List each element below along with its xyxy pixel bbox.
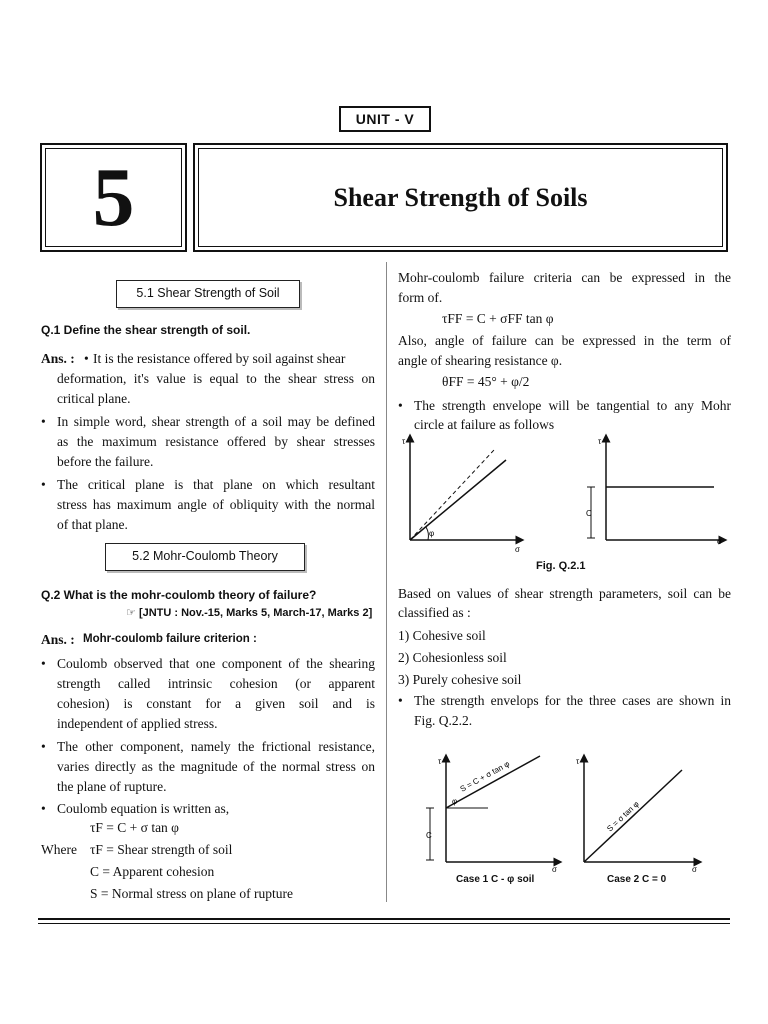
ans-label-2: Ans. : (41, 632, 75, 647)
question-2: Q.2 What is the mohr-coulomb theory of failure? (41, 588, 317, 602)
question-2-reference (126, 606, 372, 619)
figure-caption-q-2-1: Fig. Q.2.1 (536, 560, 586, 572)
q1-b3-l3: of that plane. (57, 517, 128, 532)
where-label: Where (41, 842, 77, 857)
r-p1-l1: Mohr-coulomb failure criteria can be expressed in the (398, 270, 731, 285)
reference-text: [JNTU : Nov.-15, Marks 5, March-17, Marks 2] (138, 607, 373, 619)
q2-b1-l4: independent of applied stress. (57, 716, 218, 731)
phi-label-1: φ (429, 529, 435, 538)
q2-b2-l2: varies directly as the magnitude of the normal stress on (57, 759, 375, 774)
section-heading-5-1: 5.1 Shear Strength of Soil (116, 280, 300, 308)
case1-phi: φ (452, 797, 458, 806)
case1-envelope (446, 756, 540, 808)
q2-b1-l1: • Coulomb observed that one component of the shearing (57, 654, 375, 674)
question-1: Q.1 Define the shear strength of soil. (41, 323, 251, 337)
case1-caption: Case 1 C - φ soil (456, 874, 535, 885)
where-1: τF = Shear strength of soil (90, 842, 233, 857)
r-p2-l1: Also, angle of failure can be expressed in the term of (398, 333, 731, 348)
chapter-title-box (193, 143, 728, 252)
envelope-dashed-1 (410, 450, 494, 540)
q1-b3-l2: stress has maximum angle of obliquity with the normal (57, 497, 375, 512)
r-p1-l2: form of. (398, 290, 443, 305)
figure-q-2-1 (398, 430, 733, 555)
answer-2-label (41, 630, 75, 650)
case2-sigma-label: σ (692, 865, 697, 872)
cohesion-label-2: C (586, 509, 592, 518)
ans-label: Ans. : (41, 351, 75, 366)
q2-b3: • Coulomb equation is written as, (57, 799, 229, 819)
footer-rule-thin (38, 923, 730, 924)
q1-b2-l1: • In simple word, shear strength of a soil may be defined (57, 412, 375, 432)
sigma-label-2: σ (717, 537, 722, 546)
column-divider (386, 262, 387, 902)
q2-b2-l1: • The other component, namely the frictional resistance, (57, 737, 375, 757)
r-p2-l2: angle of shearing resistance φ. (398, 353, 563, 368)
case2-line-label: S = σ tan φ (605, 799, 641, 834)
envelope-line-1 (410, 460, 506, 540)
equation-2: τFF = C + σFF tan φ (442, 311, 554, 326)
q1-b3-l1: • The critical plane is that plane on which resultant (57, 475, 375, 495)
r-p3-l1: Based on values of shear strength parameters, soil can be (398, 586, 731, 601)
case1-line-label: S = C + σ tan φ (458, 759, 512, 794)
case1-tau-label: τ (438, 757, 442, 766)
answer-1-label (41, 349, 75, 369)
case2-caption: Case 2 C = 0 (607, 874, 667, 885)
case2-envelope (584, 770, 682, 862)
chapter-number-box (40, 143, 187, 252)
q2-b1-l2: strength called intrinsic cohesion (or apparent (57, 676, 375, 691)
sigma-label-1: σ (515, 545, 520, 554)
r-b2-l1: • The strength envelops for the three cases are shown in (414, 691, 731, 711)
equation-3: θFF = 45° + φ/2 (442, 374, 530, 389)
unit-label: UNIT - V (339, 106, 431, 132)
chapter-title: Shear Strength of Soils (333, 183, 588, 212)
r-p3-l2: classified as : (398, 605, 471, 620)
q1-b1-l3: critical plane. (57, 391, 131, 406)
q1-b1-l1: It is the resistance offered by soil against shear (93, 351, 346, 366)
chapter-number: 5 (92, 151, 135, 244)
answer-2-subtitle: Mohr-coulomb failure criterion : (83, 633, 257, 645)
q1-b2-l3: before the failure. (57, 454, 154, 469)
section-heading-5-2: 5.2 Mohr-Coulomb Theory (105, 543, 305, 571)
footer-rule (38, 918, 730, 920)
q2-b1-l3: cohesion) is constant for a given soil and is (57, 696, 375, 711)
case2-tau-label: τ (576, 757, 580, 766)
tau-label-1: τ (402, 437, 406, 446)
equation-1: τF = C + σ tan φ (90, 820, 179, 835)
q2-b2-l3: the plane of rupture. (57, 779, 167, 794)
q1-b2-l2: as the maximum resistance offered by shear stresses (57, 434, 375, 449)
list-item-1: 1) Cohesive soil (398, 628, 486, 643)
figure-q-2-2 (418, 752, 718, 872)
list-item-2: 2) Cohesionless soil (398, 650, 507, 665)
case1-C: C (426, 831, 432, 840)
list-item-3: 3) Purely cohesive soil (398, 672, 522, 687)
r-b1-l1: • The strength envelope will be tangential to any Mohr (414, 396, 731, 416)
pointing-hand-icon: ☞ (126, 607, 136, 619)
case1-sigma-label: σ (552, 865, 557, 872)
q1-b1-l2: deformation, it's value is equal to the shear stress on (57, 371, 375, 386)
tau-label-2: τ (598, 437, 602, 446)
r-b2-l2: Fig. Q.2.2. (414, 713, 473, 728)
bullet-dot: • (84, 351, 89, 366)
where-2: C = Apparent cohesion (90, 864, 215, 879)
r-b1-l2: circle at failure as follows (414, 417, 555, 432)
where-3: S = Normal stress on plane of rupture (90, 886, 293, 901)
